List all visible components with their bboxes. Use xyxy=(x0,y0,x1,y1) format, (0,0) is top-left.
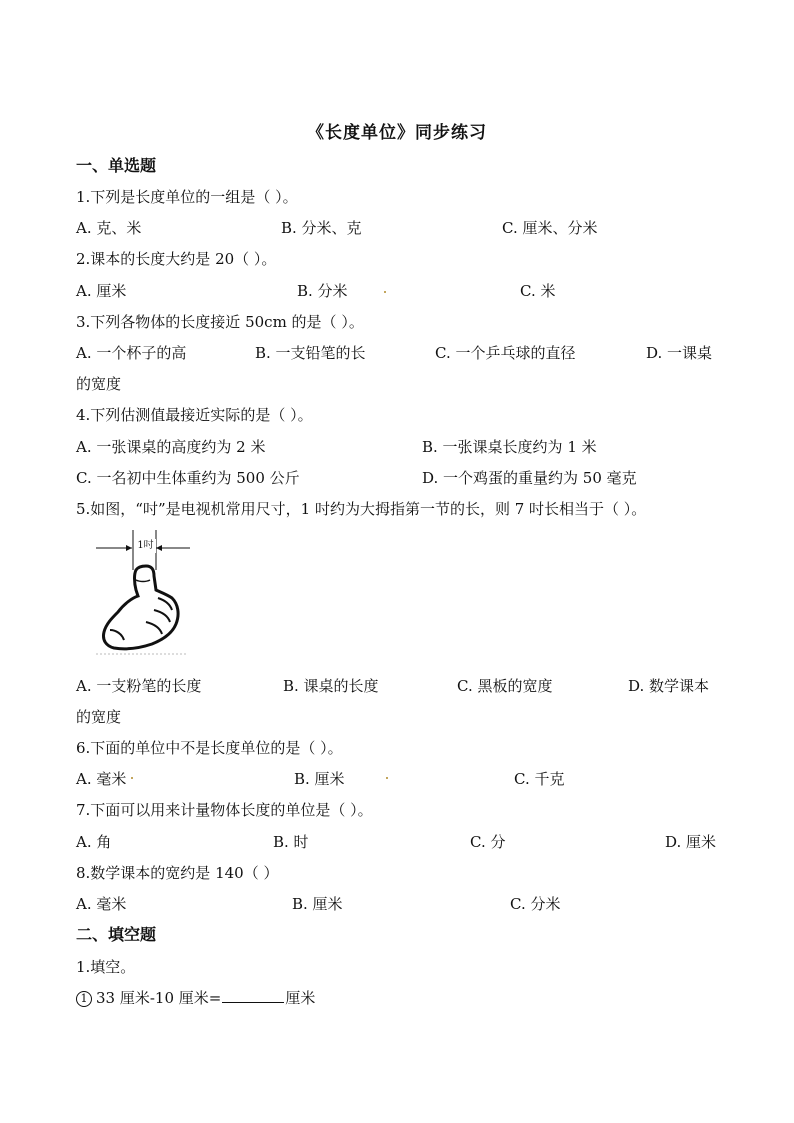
thumb-inch-figure xyxy=(96,526,192,656)
question-7-stem: 7.下面可以用来计量物体长度的单位是（ ）。 xyxy=(76,801,373,819)
question-2-option-b[interactable]: B. 分米 xyxy=(297,282,348,300)
question-6-option-c[interactable]: C. 千克 xyxy=(514,770,565,788)
stray-dot-mark xyxy=(386,777,388,779)
question-3-option-a[interactable]: A. 一个杯子的高 xyxy=(76,344,187,362)
question-8-option-c[interactable]: C. 分米 xyxy=(510,895,561,913)
question-7-option-c[interactable]: C. 分 xyxy=(470,833,506,851)
fill-unit: 厘米 xyxy=(285,989,316,1007)
question-4-option-c[interactable]: C. 一名初中生体重约为 500 公斤 xyxy=(76,469,300,487)
question-2-stem: 2.课本的长度大约是 20（ ）。 xyxy=(76,250,277,268)
stray-dot-mark xyxy=(131,777,133,779)
fill-question-1-stem: 1.填空。 xyxy=(76,958,136,976)
answer-blank[interactable] xyxy=(222,988,284,1003)
question-4-stem: 4.下列估测值最接近实际的是（ ）。 xyxy=(76,406,313,424)
question-6-option-a[interactable]: A. 毫米 xyxy=(76,770,127,788)
question-1-option-a[interactable]: A. 克、米 xyxy=(76,219,142,237)
question-3-option-d-continuation: 的宽度 xyxy=(76,375,122,393)
question-3-stem: 3.下列各物体的长度接近 50cm 的是（ ）。 xyxy=(76,313,364,331)
circled-number-1: 1 xyxy=(76,991,92,1007)
stray-dot-mark xyxy=(384,291,386,293)
question-8-option-b[interactable]: B. 厘米 xyxy=(292,895,343,913)
question-3-option-c[interactable]: C. 一个乒乓球的直径 xyxy=(435,344,576,362)
question-4-option-b[interactable]: B. 一张课桌长度约为 1 米 xyxy=(422,438,597,456)
fill-expression: 33 厘米-10 厘米= xyxy=(96,989,222,1007)
fill-question-1-item-1 xyxy=(76,988,315,1008)
question-8-option-a[interactable]: A. 毫米 xyxy=(76,895,127,913)
question-5-option-d[interactable]: D. 数学课本 xyxy=(628,677,710,695)
question-5-option-a[interactable]: A. 一支粉笔的长度 xyxy=(76,677,202,695)
question-2-option-c[interactable]: C. 米 xyxy=(520,282,556,300)
question-7-option-a[interactable]: A. 角 xyxy=(76,833,112,851)
question-3-option-b[interactable]: B. 一支铅笔的长 xyxy=(255,344,366,362)
question-4-option-d[interactable]: D. 一个鸡蛋的重量约为 50 毫克 xyxy=(422,469,637,487)
question-5-option-c[interactable]: C. 黑板的宽度 xyxy=(457,677,553,695)
question-5-option-d-continuation: 的宽度 xyxy=(76,708,122,726)
question-1-stem: 1.下列是长度单位的一组是（ ）。 xyxy=(76,188,298,206)
question-5-stem: 5.如图，“吋”是电视机常用尺寸，1 吋约为大拇指第一节的长，则 7 吋长相当于（ ）。 xyxy=(76,500,647,518)
question-8-stem: 8.数学课本的宽约是 140（ ） xyxy=(76,864,279,882)
question-3-option-d[interactable]: D. 一课桌 xyxy=(646,344,713,362)
question-5-option-b[interactable]: B. 课桌的长度 xyxy=(283,677,379,695)
question-2-option-a[interactable]: A. 厘米 xyxy=(76,282,127,300)
question-7-option-d[interactable]: D. 厘米 xyxy=(665,833,717,851)
question-1-option-c[interactable]: C. 厘米、分米 xyxy=(502,219,598,237)
question-6-option-b[interactable]: B. 厘米 xyxy=(294,770,345,788)
question-1-option-b[interactable]: B. 分米、克 xyxy=(281,219,362,237)
section-heading-single-choice: 一、单选题 xyxy=(76,156,157,175)
question-4-option-a[interactable]: A. 一张课桌的高度约为 2 米 xyxy=(76,438,266,456)
page-title: 《长度单位》同步练习 xyxy=(307,123,487,143)
figure-label-1-inch: 1吋 xyxy=(135,539,156,553)
question-7-option-b[interactable]: B. 时 xyxy=(273,833,309,851)
question-6-stem: 6.下面的单位中不是长度单位的是（ ）。 xyxy=(76,739,343,757)
section-heading-fill-in: 二、填空题 xyxy=(76,925,157,944)
